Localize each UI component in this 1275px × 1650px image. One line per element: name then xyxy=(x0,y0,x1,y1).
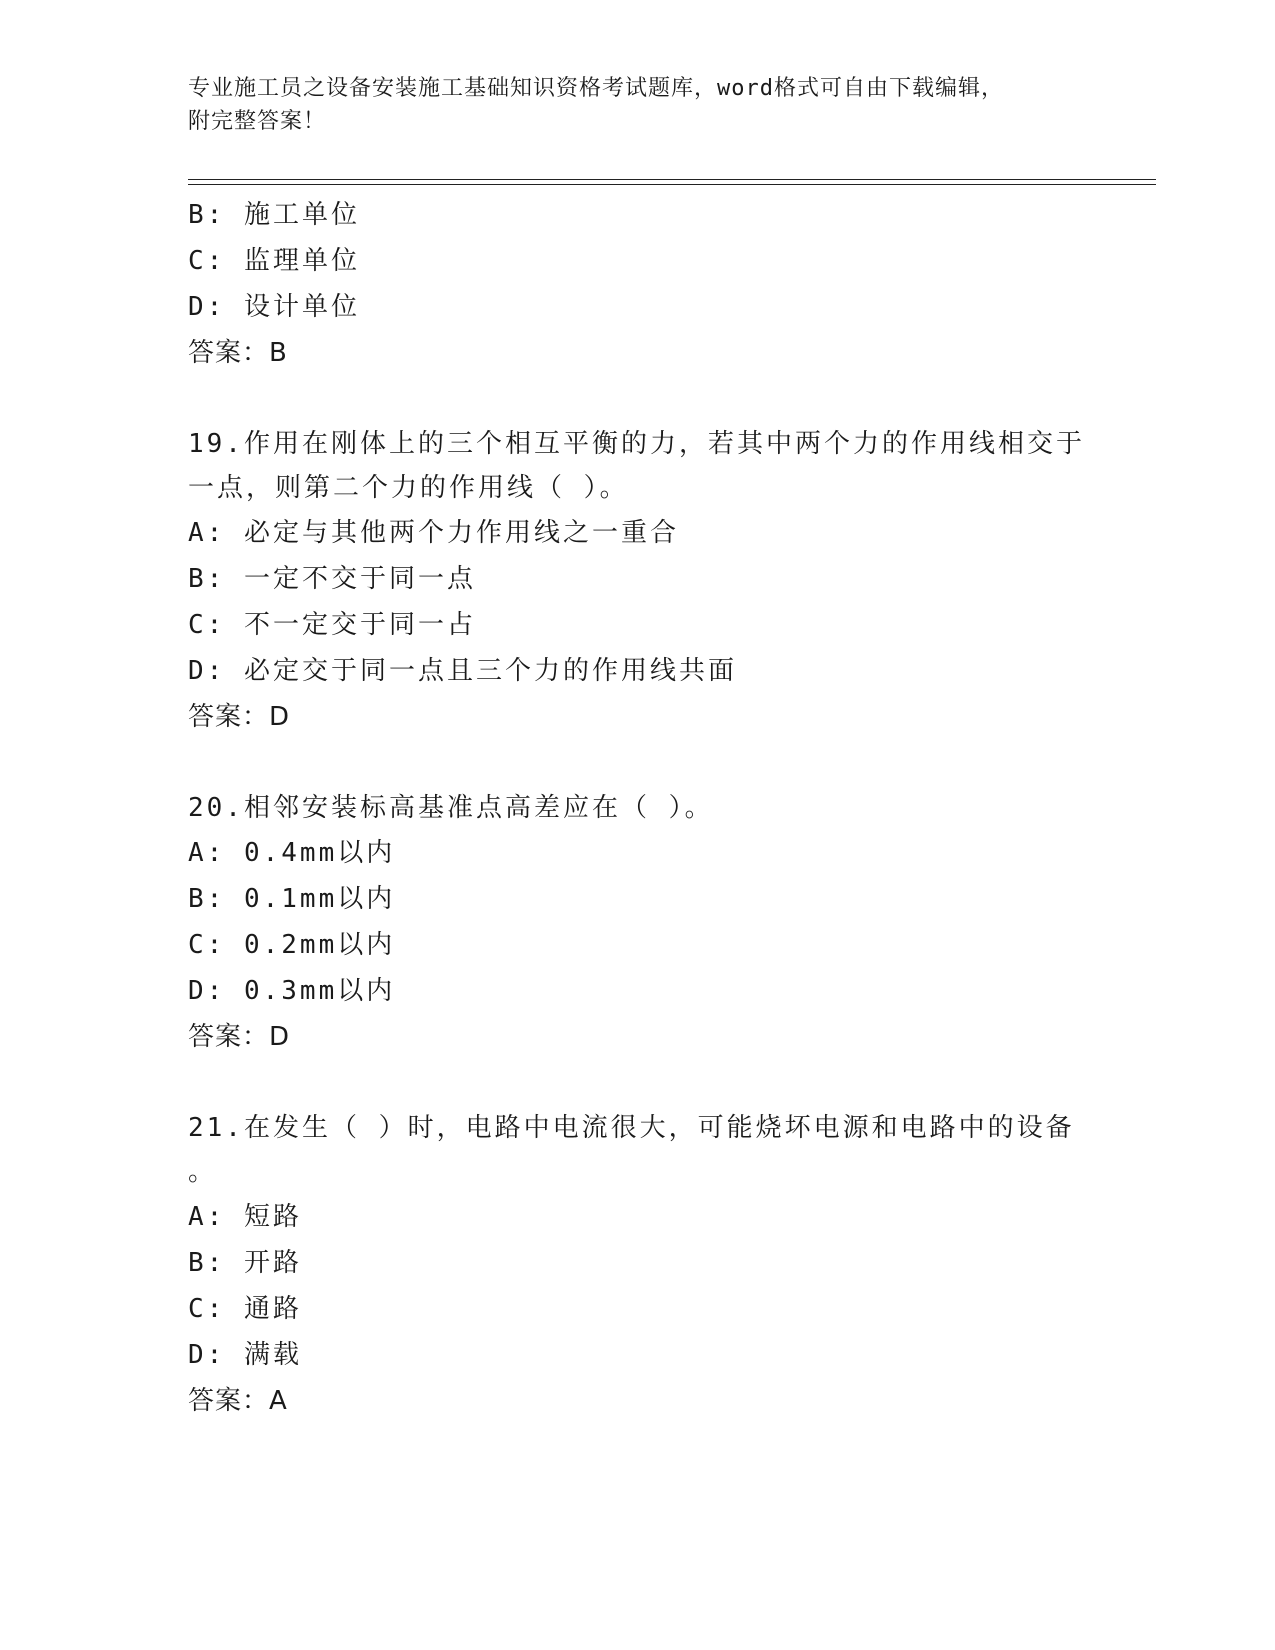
spacer xyxy=(188,740,1088,786)
header-title-line-1: 专业施工员之设备安装施工基础知识资格考试题库，word格式可自由下载编辑， xyxy=(188,76,1004,101)
option-b: B: 开路 xyxy=(188,1248,302,1278)
header-title-line-2: 附完整答案！ xyxy=(188,109,327,134)
option-d: D: 0.3mm以内 xyxy=(188,976,396,1006)
option-a: A: 0.4mm以内 xyxy=(188,838,396,868)
question-stem-continued: 。 xyxy=(188,1157,218,1187)
answer-line: 答案：D xyxy=(188,702,291,732)
question-19-block xyxy=(188,422,1088,740)
question-20-block xyxy=(188,786,1088,1060)
option-c: C: 通路 xyxy=(188,1294,302,1324)
header-divider-top xyxy=(188,179,1156,180)
header-divider-bottom xyxy=(188,184,1156,185)
option-b: B: 一定不交于同一点 xyxy=(188,564,476,594)
question-21-block xyxy=(188,1106,1088,1424)
spacer xyxy=(188,1060,1088,1106)
option-c: C: 不一定交于同一占 xyxy=(188,610,476,640)
spacer xyxy=(188,376,1088,422)
document-header xyxy=(188,72,1068,138)
option-d: D: 必定交于同一点且三个力的作用线共面 xyxy=(188,656,737,686)
option-d: D: 满载 xyxy=(188,1340,302,1370)
option-a: A: 必定与其他两个力作用线之一重合 xyxy=(188,518,679,548)
option-c: C: 0.2mm以内 xyxy=(188,930,396,960)
option-c: C: 监理单位 xyxy=(188,246,360,276)
option-d: D: 设计单位 xyxy=(188,292,360,322)
option-b: B: 施工单位 xyxy=(188,200,360,230)
question-stem: 20.相邻安装标高基准点高差应在（ ）。 xyxy=(188,793,714,823)
question-stem: 21.在发生（ ）时，电路中电流很大，可能烧坏电源和电路中的设备 xyxy=(188,1113,1075,1143)
answer-line: 答案：D xyxy=(188,1022,291,1052)
option-a: A: 短路 xyxy=(188,1202,302,1232)
answer-line: 答案：A xyxy=(188,1386,288,1416)
answer-line: 答案：B xyxy=(188,338,288,368)
question-list xyxy=(188,192,1088,1424)
option-b: B: 0.1mm以内 xyxy=(188,884,396,914)
question-stem-continued: 一点，则第二个力的作用线（ ）。 xyxy=(188,473,629,503)
question-18-block xyxy=(188,192,1088,376)
question-stem: 19.作用在刚体上的三个相互平衡的力，若其中两个力的作用线相交于 xyxy=(188,429,1085,459)
